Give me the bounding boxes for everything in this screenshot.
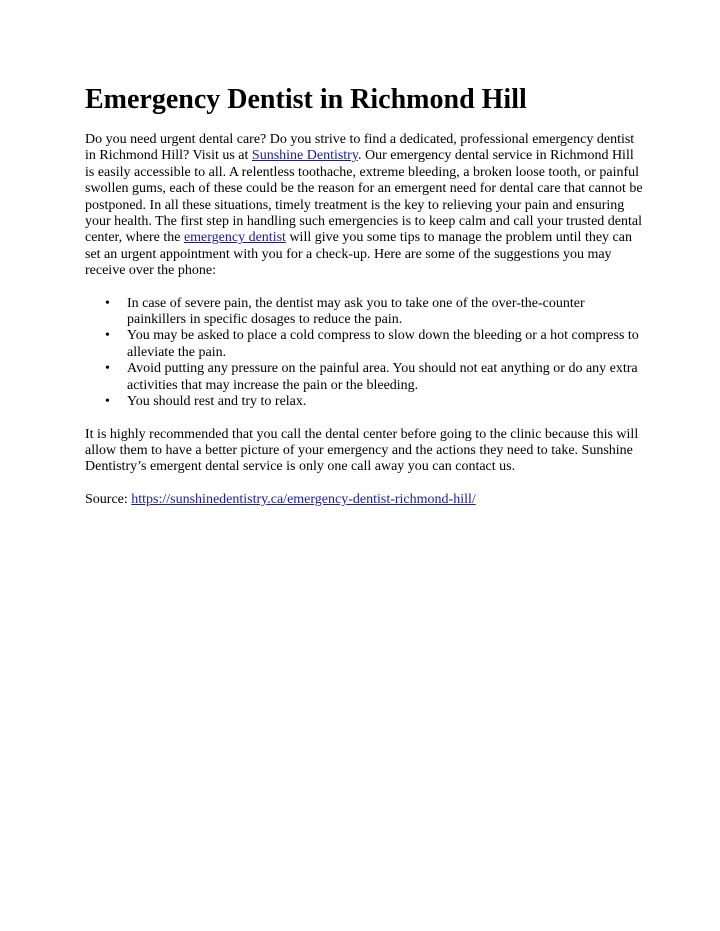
closing-paragraph: It is highly recommended that you call the dental center before going to the clinic because this will allow them to have a better picture of your emergency and the actions they need to take. Sunshine Dentistry’s emergent dental service is only one call away you can contact us. bbox=[85, 426, 639, 475]
source-label: Source: bbox=[85, 491, 132, 507]
emergency-dentist-link[interactable]: emergency dentist bbox=[183, 230, 286, 246]
bullet-icon: • bbox=[105, 328, 110, 344]
list-item bbox=[85, 296, 645, 329]
paragraph-spacer bbox=[85, 476, 645, 492]
source-line bbox=[85, 492, 645, 508]
suggestion-list bbox=[85, 296, 645, 411]
list-item bbox=[85, 328, 645, 361]
list-item-text: In case of severe pain, the dentist may ask you to take one of the over-the-counter painkillers in specific dosages to reduce the pain. bbox=[127, 295, 585, 328]
intro-text-3: will give you some tips to manage the problem until they can set an urgent appointment with you for a check-up. Here are some of the suggestions you may receive over the phone: bbox=[85, 230, 632, 279]
sunshine-dentistry-link[interactable]: Sunshine Dentistry bbox=[251, 148, 358, 164]
list-item-text: You should rest and try to relax. bbox=[127, 394, 307, 410]
intro-text-1: Do you need urgent dental care? Do you strive to find a dedicated, professional emergency dentist in Richmond Hill? Visit us at bbox=[85, 132, 635, 164]
list-item-text: Avoid putting any pressure on the painful area. You should not eat anything or do any extra activities that may increase the pain or the bleeding. bbox=[127, 361, 638, 393]
bullet-icon: • bbox=[105, 295, 110, 311]
intro-paragraph bbox=[85, 132, 645, 280]
bullet-icon: • bbox=[105, 394, 110, 410]
page-title: Emergency Dentist in Richmond Hill bbox=[85, 84, 527, 115]
document-body bbox=[85, 82, 645, 508]
intro-text-2: . Our emergency dental service in Richmond Hill is easily accessible to all. A relentless toothache, extreme bleeding, a broken loose tooth, or painful swollen gums, each of these could be the reason for an emergent need for dental care that cannot be postponed. In all these situations, timely treatment is the key to relieving your pain and ensuring your health. The first step in handling such emergencies is to keep calm and call your trusted dental center, where the bbox=[85, 148, 643, 246]
bullet-icon: • bbox=[105, 361, 110, 377]
list-item bbox=[85, 361, 645, 394]
list-item-text: You may be asked to place a cold compress to slow down the bleeding or a hot compress to alleviate the pain. bbox=[127, 328, 639, 360]
list-item bbox=[85, 394, 645, 410]
source-url-link[interactable]: https://sunshinedentistry.ca/emergency-dentist-richmond-hill/ bbox=[131, 491, 476, 507]
